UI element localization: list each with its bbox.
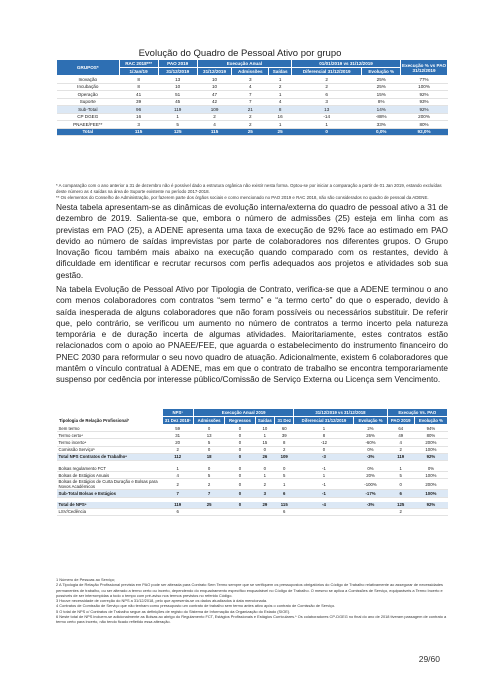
table-cell: -88% <box>362 113 401 121</box>
table-cell: 0 <box>225 432 255 439</box>
table-cell: 2 <box>162 446 193 453</box>
table-cell: 2 <box>255 479 275 490</box>
table-cell: 112 <box>162 453 193 460</box>
row-label: Operação <box>57 91 120 99</box>
table-cell: 92% <box>401 106 448 114</box>
table-cell: 6 <box>387 490 414 497</box>
table-cell: 2 <box>232 113 269 121</box>
table-cell: 45 <box>158 98 197 106</box>
table-cell: 7 <box>232 91 269 99</box>
table-cell: 2 <box>269 83 292 91</box>
subheader: Regressos <box>225 417 255 425</box>
subheader: Evolução % <box>414 417 447 425</box>
table-cell: -4 <box>294 502 354 509</box>
table-cell: 5 <box>193 472 225 479</box>
table-cell: 0 <box>225 453 255 460</box>
table-cell: 20 <box>162 439 193 446</box>
table-cell: 0 <box>225 502 255 509</box>
header-comparison: 01/01/2019 vs 31/12/2019 <box>292 60 401 68</box>
footnote-2 <box>56 577 448 625</box>
table-cell: 3 <box>232 76 269 84</box>
table-cell: 1 <box>255 432 275 439</box>
table-cell: 25 <box>269 128 292 136</box>
footnote-line: 3 Houve necessidade de correção do NPS a 31/12/2018, pelo que apresenta-se os dados atualizados à data mencionada. <box>56 598 268 604</box>
table-cell: 0 <box>193 425 225 432</box>
table-cell: 109 <box>275 453 294 460</box>
row-label: Total de NPS⁶ <box>57 502 163 509</box>
table-cell: 119 <box>162 502 193 509</box>
table-cell <box>225 508 255 515</box>
table-cell: 92,0% <box>401 128 448 136</box>
table-cell: 115 <box>119 128 158 136</box>
table-cell: 200% <box>414 479 447 490</box>
table-cell: 3 <box>119 121 158 129</box>
table-cell <box>354 508 387 515</box>
table-cell: 2 <box>197 113 232 121</box>
table-cell: 10 <box>197 83 232 91</box>
table-cell: 7 <box>193 490 225 497</box>
table-cell: 4 <box>162 472 193 479</box>
table-cell: 115 <box>275 502 294 509</box>
header-exec-pao-2: Execução Vs. PAO <box>387 409 447 417</box>
table-cell: 51 <box>158 91 197 99</box>
table-cell: 0 <box>225 472 255 479</box>
row-label: Total NPS Contratos de Trabalho⁶ <box>57 453 163 460</box>
table-cell: 8 <box>294 432 354 439</box>
subheader: 31/12/2019 <box>158 68 197 76</box>
table-cell: 6 <box>275 490 294 497</box>
table-cell: 93% <box>401 98 448 106</box>
table-cell: 100% <box>414 472 447 479</box>
table-cell: 2 <box>275 446 294 453</box>
table-cell: 13 <box>193 432 225 439</box>
subheader: Saídas <box>269 68 292 76</box>
row-label: Sem termo <box>57 425 163 432</box>
table-cell: 13 <box>158 76 197 84</box>
table-cell: 0% <box>354 446 387 453</box>
table-cell: 0 <box>225 479 255 490</box>
row-label: Bolsas de Estágios de Curta Duração e Bolsas para Novos Académicos <box>57 479 163 490</box>
table-cell: 5 <box>275 472 294 479</box>
table-cell: 10 <box>197 76 232 84</box>
table-cell: 8 <box>275 439 294 446</box>
table-cell: -60% <box>354 439 387 446</box>
table-cell: 13 <box>292 106 362 114</box>
table-cell: 16 <box>269 113 292 121</box>
footnote-line: 5 O total de NPS c/ Contratos de Trabalho segue as definições de registo do Sistema de Informação da Organização do Estado (SIOE). <box>56 608 291 614</box>
table-cell: -12 <box>294 439 354 446</box>
table-cell: 1 <box>269 91 292 99</box>
table-cell: 92% <box>401 91 448 99</box>
header-exec-2019: Execução Anual 2019 <box>193 409 294 417</box>
table-cell: 16 <box>119 113 158 121</box>
table-row <box>57 502 448 509</box>
table-cell: 2 <box>387 446 414 453</box>
table-row <box>57 128 448 136</box>
subheader: Saídas <box>255 417 275 425</box>
table-cell: 2 <box>193 479 225 490</box>
footnote-line: 4 Contratos de Comissão de Serviço que não tenham como pressuposto um contrato de trabalho sem termo antes ativo após o contrato de Comissão de Serviço. <box>56 603 336 609</box>
header-exec-pao: Execução % vs PAO 31/12/2019 <box>401 60 448 76</box>
table-cell: 7 <box>232 98 269 106</box>
header-pao: PAO 2019 <box>158 60 197 68</box>
header-comparison-2: 31/12/2019 vs 31/12/2018 <box>294 409 387 417</box>
table-cell: 42 <box>197 98 232 106</box>
table-cell: 80% <box>414 432 447 439</box>
group-evolution-table <box>56 59 448 136</box>
table-cell: 1 <box>387 465 414 472</box>
table-cell: 10 <box>255 425 275 432</box>
table-cell: 0 <box>193 446 225 453</box>
footnote-line: * A comparação com o ano anterior a 31 de dezembro não é possível dado a estrutura orgânica não existir nesta forma. Optou-se por iniciar a comparação a partir de 01 Jan 2019, estando excluídas deste número as 4 saídas na área de Suporte existente no período 2017-2018. <box>56 183 442 194</box>
paragraph-2: Na tabela Evolução de Pessoal Ativo por Tipologia de Contrato, verifica-se que a ADENE terminou o ano com menos colaboradores com contratos “sem termo” e “a termo certo” do que o esperado, devido à saída inesperada de alguns colaboradores que não foram possíveis ou necessários substituir. De referir que, pelo contrário, se verificou um aumento no número de contratos a termo incerto pela natureza temporária e de duração incerta de algumas atividades. Maioritariamente, estes contratos estão relacionados com o apoio ao PNAEE/FEE, que aguarda o estabelecimento do instrumento financeiro do PNEC 2030 para reformular o seu novo quadro de atuação. Adicionalmente, existem 6 colaboradores que mantêm o vínculo contratual à ADENE, mas em que o contrato de trabalho se encontra temporariamente suspenso por cedência por interesse público/Comissão de Serviço Externa ou Licença sem Vencimento. <box>56 284 448 385</box>
row-label: Sub-Total <box>57 106 120 114</box>
table-cell: 92% <box>414 502 447 509</box>
table-cell: 4 <box>387 439 414 446</box>
table-cell: 0 <box>255 465 275 472</box>
table-cell: 0 <box>193 465 225 472</box>
header-execution: Execução Anual <box>197 60 291 68</box>
table-cell: 64 <box>387 425 414 432</box>
table-cell: 2 <box>232 121 269 129</box>
subheader: Diferencial 31/12/2019 <box>292 68 362 76</box>
table-cell: 2 <box>292 83 362 91</box>
table-cell: 7 <box>162 490 193 497</box>
header-nps: NPS¹ <box>162 409 193 417</box>
table-row <box>57 425 448 432</box>
table-cell: 31 <box>162 432 193 439</box>
table-cell: 4 <box>232 83 269 91</box>
table-row <box>57 508 448 515</box>
table-row <box>57 121 448 129</box>
table-cell: 0 <box>255 446 275 453</box>
table-cell: 0 <box>225 465 255 472</box>
row-label: LSV/Cedência <box>57 508 163 515</box>
subheader: 1/Jan/19 <box>119 68 158 76</box>
subheader: 31 Dez <box>275 417 294 425</box>
table-cell: 1 <box>294 425 354 432</box>
table-row <box>57 83 448 91</box>
table-cell: 100% <box>401 83 448 91</box>
table-cell: 80% <box>401 121 448 129</box>
table-row <box>57 439 448 446</box>
table-row <box>57 98 448 106</box>
row-label: PNAEE/FEE** <box>57 121 120 129</box>
table-cell: 39 <box>275 432 294 439</box>
subheader: PAO 2019 <box>387 417 414 425</box>
table-cell: 8 <box>119 76 158 84</box>
table-cell: 8 <box>269 106 292 114</box>
table-cell: 2 <box>162 479 193 490</box>
row-label: Bolsas de Estágios Anuais <box>57 472 163 479</box>
table-cell: 60 <box>275 425 294 432</box>
table-cell: 59 <box>162 425 193 432</box>
table-cell: 25 <box>193 502 225 509</box>
table-cell: 3 <box>255 490 275 497</box>
table-row <box>57 465 448 472</box>
table-cell: 0 <box>275 465 294 472</box>
row-label: Suporte <box>57 98 120 106</box>
table-cell: 14% <box>362 106 401 114</box>
subheader: Evolução % <box>354 417 387 425</box>
table-cell: 33% <box>362 121 401 129</box>
table-cell: 1 <box>162 465 193 472</box>
table-cell: 21 <box>232 106 269 114</box>
row-label: Inovação <box>57 76 120 84</box>
table-cell: 5 <box>387 472 414 479</box>
contract-type-table <box>56 408 448 516</box>
table-cell: 25 <box>232 128 269 136</box>
table-cell: 3 <box>292 98 362 106</box>
table-cell: 200% <box>401 113 448 121</box>
table-cell: 49 <box>387 432 414 439</box>
row-label: CP DGEG <box>57 113 120 121</box>
subheader: Evolução % <box>362 68 401 76</box>
table-cell: 26% <box>354 432 387 439</box>
table-cell: 0,0% <box>362 128 401 136</box>
table-cell: 100% <box>414 446 447 453</box>
table-cell: -3 <box>294 453 354 460</box>
table-cell: 47 <box>197 91 232 99</box>
subheader: 31/12/2019 <box>197 68 232 76</box>
table-cell: 0 <box>225 425 255 432</box>
table-cell: 6 <box>162 508 193 515</box>
table-cell: 20% <box>354 472 387 479</box>
table-cell: 0% <box>414 465 447 472</box>
table-cell: 39 <box>119 98 158 106</box>
table-cell: 200% <box>414 439 447 446</box>
table-row <box>57 91 448 99</box>
row-label: Incubação <box>57 83 120 91</box>
table-cell: 6 <box>292 91 362 99</box>
table-cell: 119 <box>158 106 197 114</box>
table-cell: 1 <box>292 121 362 129</box>
table-cell: 1 <box>275 479 294 490</box>
subheader: Admissões <box>193 417 225 425</box>
table-row <box>57 490 448 497</box>
row-label: Termo certo⁴ <box>57 432 163 439</box>
table-cell: 18 <box>193 453 225 460</box>
table-cell: 15 <box>255 439 275 446</box>
table-cell: 0 <box>225 490 255 497</box>
table-row <box>57 76 448 84</box>
table-cell: 0 <box>225 446 255 453</box>
table-row <box>57 453 448 460</box>
subheader: Tipologia de Relação Profissional² <box>57 417 163 425</box>
table-cell: 2% <box>354 425 387 432</box>
table-cell: -17% <box>354 490 387 497</box>
table-row <box>57 472 448 479</box>
table-cell: -3% <box>354 453 387 460</box>
subheader: Diferencial 31/12/2019 <box>294 417 354 425</box>
table-cell: 5 <box>193 439 225 446</box>
table-cell: -14 <box>292 113 362 121</box>
table-cell: 0 <box>387 479 414 490</box>
table-cell: 1 <box>294 472 354 479</box>
table-cell <box>414 508 447 515</box>
table-cell: -3% <box>354 502 387 509</box>
table-cell: 1 <box>158 113 197 121</box>
table-cell: 8 <box>119 83 158 91</box>
row-label: Termo incerto⁴ <box>57 439 163 446</box>
row-label: Comissão Serviço⁵ <box>57 446 163 453</box>
table-cell: 92% <box>414 453 447 460</box>
paragraph-1: Nesta tabela apresentam-se as dinâmicas de evolução interna/externa do quadro de pessoal ativo a 31 de dezembro de 2019. Salienta-se que, embora o número de admissões (25) esteja em linha com as previstas em PAO (25), a ADENE apresenta uma taxa de execução de 92% face ao estimado em PAO devido ao número de saídas imprevistas por parte de colaboradores nos diferentes grupos. O Grupo Inovação ficou também mais abaixo na execução quando comparado com os restantes, devido à dificuldade em identificar e recrutar recursos com perfis adequados aos projetos e atividades sob sua gestão. <box>56 202 448 280</box>
table-cell: 29 <box>255 502 275 509</box>
footnote-line: ** Os elementos do Conselho de Administração, por fazerem parte dos órgãos sociais e como mencionado no PAO 2019 e RAC 2018, não são considerados no quadro de pessoal da ADENE. <box>56 195 429 200</box>
table-cell: 10 <box>158 83 197 91</box>
table-cell: 1 <box>269 121 292 129</box>
table-cell <box>294 508 354 515</box>
table-cell: 5 <box>158 121 197 129</box>
header-groups: GRUPOS* <box>57 60 120 76</box>
table-cell: 0 <box>294 446 354 453</box>
table-cell: -1 <box>294 490 354 497</box>
table-cell: 41 <box>119 91 158 99</box>
footnote-1 <box>56 183 448 201</box>
table-cell: 94% <box>414 425 447 432</box>
header-rac: RAC 2018*** <box>119 60 158 68</box>
table-cell: 4 <box>197 121 232 129</box>
table-row <box>57 479 448 490</box>
footnote-line: 2 A Tipologia de Relação Profissional prevista em PAO pode ser alterada para Contrato Sem Termo sempre que se verifiquem os pressupostos obrigatórios do Código de Trabalho relativamente ao assegurar de necessidades permanentes de trabalho, ou ser alterado a termo certo ou incerto, dependendo do enquadramento específico enquadrável no Código de Trabalho. O mesmo se aplica a Comissões de Serviço, equiparáveis a Termo Incerto e possíveis de ser interrompidas a todo o tempo com pré-aviso nos termos previstos no referido Código. <box>56 582 443 598</box>
footnote-line: 1 Número de Pessoas ao Serviço; <box>56 577 116 582</box>
row-label: Bolsas regulamento FCT <box>57 465 163 472</box>
table-cell: 25% <box>362 83 401 91</box>
table-cell: -100% <box>354 479 387 490</box>
footnote-line: 6 Neste total de NPS incluem-se adicionalmente as Bolsas ao abrigo do Regulamento FCT, Estágios Profissionais e Estágios Curriculares.* Os colaboradores CP-DGEG no final do ano de 2018 tiveram passagem de contrato a termo certo para incerto, não tendo ficado refletido essa alteração. <box>56 614 447 625</box>
table-cell: 125 <box>158 128 197 136</box>
table-row <box>57 432 448 439</box>
table-cell: 6 <box>275 508 294 515</box>
table-cell: 0 <box>225 439 255 446</box>
row-label: Total <box>57 128 120 136</box>
table-cell: 0% <box>354 465 387 472</box>
table-cell: 1 <box>269 76 292 84</box>
table-cell: 25% <box>362 76 401 84</box>
table-cell <box>255 508 275 515</box>
table-cell: 8% <box>362 98 401 106</box>
table-cell: 96 <box>119 106 158 114</box>
table-cell <box>193 508 225 515</box>
table-cell: -1 <box>294 479 354 490</box>
table-cell: 2 <box>387 508 414 515</box>
table-cell: 26 <box>255 453 275 460</box>
table-cell: 119 <box>387 453 414 460</box>
row-label: Sub-Total Bolsas e Estágios <box>57 490 163 497</box>
table-cell: 4 <box>269 98 292 106</box>
table-cell: 125 <box>387 502 414 509</box>
table-title: Evolução do Quadro de Pessoal Ativo por grupo <box>138 48 342 59</box>
table-cell: 77% <box>401 76 448 84</box>
table-cell: 1 <box>255 472 275 479</box>
table-cell: 0 <box>292 128 362 136</box>
table-cell: -1 <box>294 465 354 472</box>
table-cell: 100% <box>414 490 447 497</box>
header-blank <box>57 409 163 417</box>
subheader: 31 Dez 2018³ <box>162 417 193 425</box>
table-row <box>57 113 448 121</box>
table-cell: 109 <box>197 106 232 114</box>
subheader: Admissões <box>232 68 269 76</box>
page-number: 29/60 <box>418 654 440 664</box>
table-cell: 2 <box>292 76 362 84</box>
table-row <box>57 446 448 453</box>
table-cell: 115 <box>197 128 232 136</box>
table-cell: 15% <box>362 91 401 99</box>
table-row <box>57 106 448 114</box>
